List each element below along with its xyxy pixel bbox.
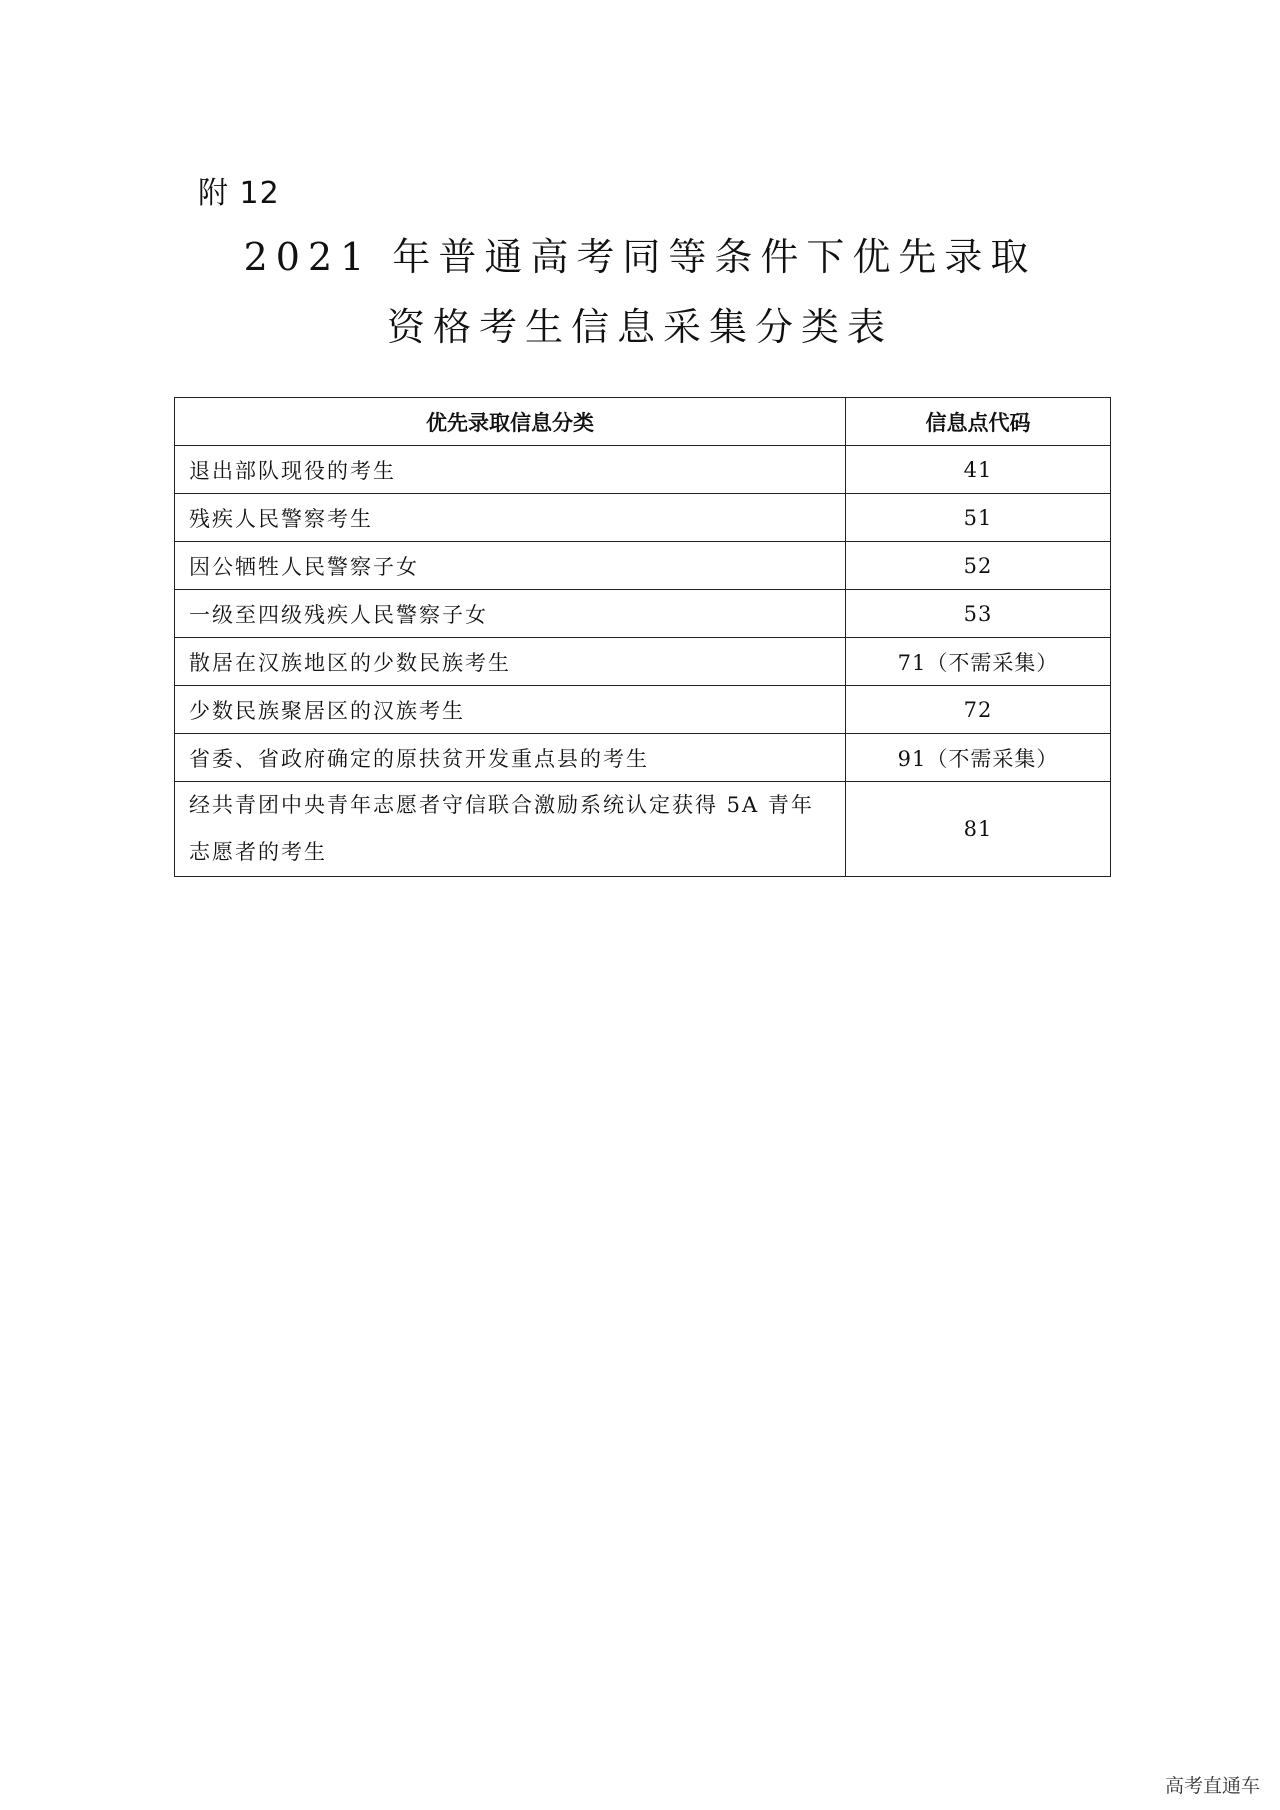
row-code: 72 <box>846 686 1111 734</box>
row-category: 因公牺牲人民警察子女 <box>175 542 846 590</box>
document-title-line2: 资格考生信息采集分类表 <box>386 305 893 349</box>
row-category: 少数民族聚居区的汉族考生 <box>175 686 846 734</box>
row-code: 71（不需采集） <box>846 638 1111 686</box>
table-row <box>175 494 1111 542</box>
header-category: 优先录取信息分类 <box>175 398 846 446</box>
table-row <box>175 542 1111 590</box>
table-row <box>175 734 1111 782</box>
row-code: 53 <box>846 590 1111 638</box>
row-category: 残疾人民警察考生 <box>175 494 846 542</box>
document-title <box>0 222 1280 362</box>
row-code: 52 <box>846 542 1111 590</box>
row-category: 散居在汉族地区的少数民族考生 <box>175 638 846 686</box>
row-code: 51 <box>846 494 1111 542</box>
row-category: 退出部队现役的考生 <box>175 446 846 494</box>
document-title-line1: 2021 年普通高考同等条件下优先录取 <box>243 235 1037 279</box>
row-code: 41 <box>846 446 1111 494</box>
classification-table <box>174 397 1111 877</box>
table-row <box>175 782 1111 877</box>
row-category: 经共青团中央青年志愿者守信联合激励系统认定获得 5A 青年志愿者的考生 <box>175 782 846 877</box>
table-row <box>175 638 1111 686</box>
watermark: 高考直通车 <box>1164 1775 1260 1797</box>
row-code: 91（不需采集） <box>846 734 1111 782</box>
row-code: 81 <box>846 782 1111 877</box>
table-row <box>175 686 1111 734</box>
attachment-label: 附 12 <box>198 176 280 211</box>
table-row <box>175 446 1111 494</box>
header-code: 信息点代码 <box>846 398 1111 446</box>
row-category: 一级至四级残疾人民警察子女 <box>175 590 846 638</box>
table-header-row <box>175 398 1111 446</box>
row-category: 省委、省政府确定的原扶贫开发重点县的考生 <box>175 734 846 782</box>
table-row <box>175 590 1111 638</box>
